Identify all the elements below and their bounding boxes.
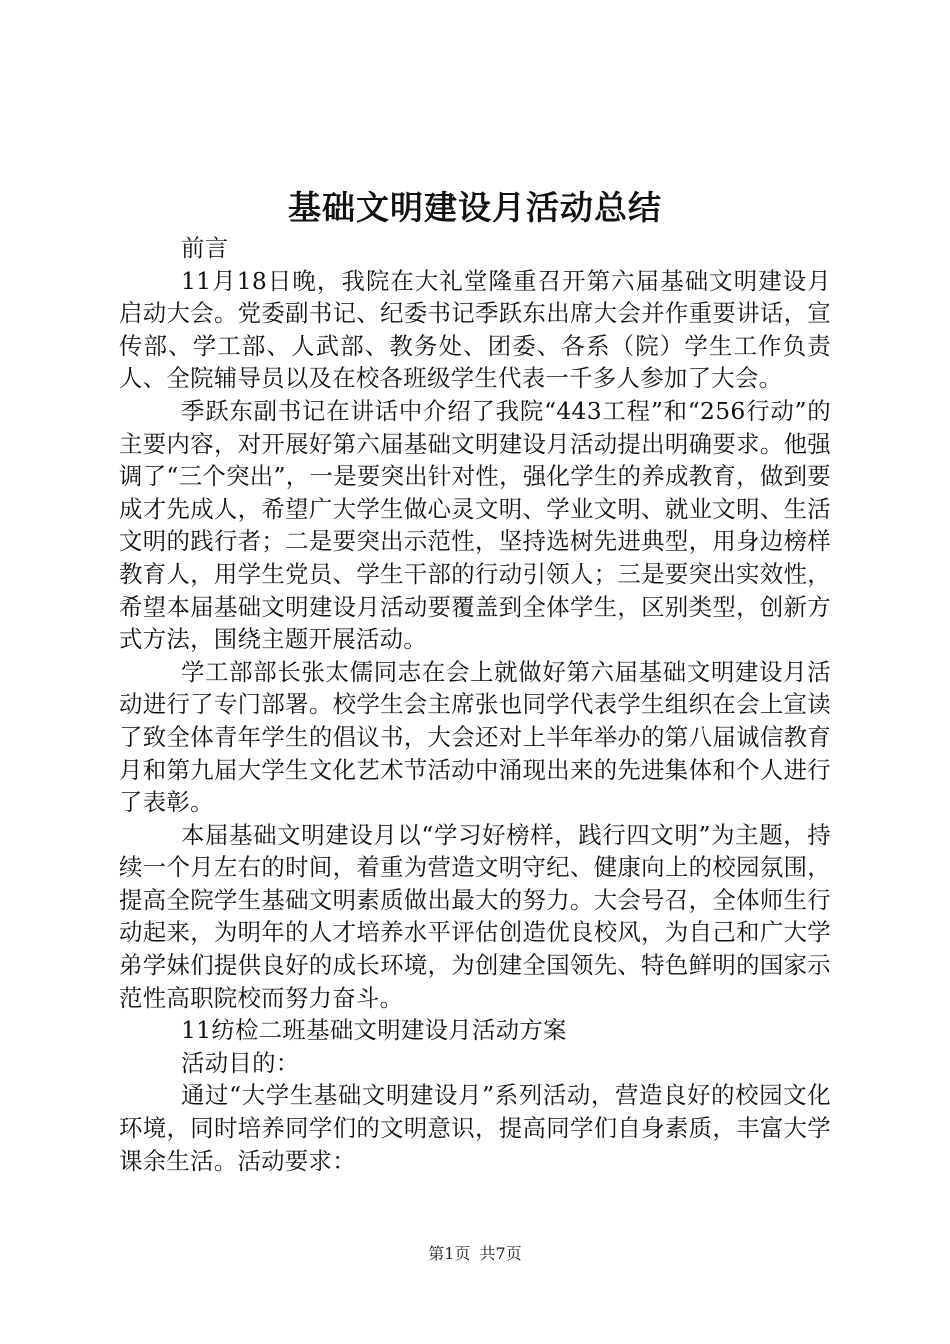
paragraph-theme: 本届基础文明建设月以“学习好榜样，践行四文明”为主题，持续一个月左右的时间，着重为营造文明守纪、健康向上的校园氛围，提高全院学生基础文明素质做出最大的努力。大会号召，全体师生行动起来，为明年的人才培养水平评估创造优良校风，为自己和广大学弟学妹们提供良好的成长环境，为创建全国领先、特色鲜明的国家示范性高职院校而努力奋斗。 — [119, 820, 831, 1012]
paragraph-preface-heading: 前言 — [181, 234, 229, 262]
paragraph-class-plan-heading: 11纺检二班基础文明建设月活动方案 — [181, 1016, 567, 1045]
document-title: 基础文明建设月活动总结 — [288, 188, 662, 227]
page-number: 第1页 — [428, 1244, 471, 1263]
page-footer — [0, 1244, 950, 1264]
page-total: 共7页 — [479, 1244, 522, 1263]
document-body — [119, 232, 831, 1177]
paragraph-speech: 季跃东副书记在讲话中介绍了我院“443工程”和“256行动”的主要内容，对开展好第六届基础文明建设月活动提出明确要求。他强调了“三个突出”，一是要突出针对性，强化学生的养成教育，做到要成才先成人，希望广大学生做心灵文明、学业文明、就业文明、生活文明的践行者；二是要突出示范性，坚持选树先进典型，用身边榜样教育人，用学生党员、学生干部的行动引领人；三是要突出实效性，希望本届基础文明建设月活动要覆盖到全体学生，区别类型，创新方式方法，围绕主题开展活动。 — [119, 396, 831, 654]
paragraph-purpose-heading: 活动目的： — [181, 1048, 300, 1077]
paragraph-launch-meeting: 11月18日晚，我院在大礼堂隆重召开第六届基础文明建设月启动大会。党委副书记、纪委书记季跃东出席大会并作重要讲话，宣传部、学工部、人武部、教务处、团委、各系（院）学生工作负责人、全院辅导员以及在校各班级学生代表一千多人参加了大会。 — [119, 266, 831, 393]
paragraph-purpose: 通过“大学生基础文明建设月”系列活动，营造良好的校园文化环境，同时培养同学们的文明意识，提高同学们自身素质，丰富大学课余生活。活动要求： — [119, 1081, 831, 1175]
paragraph-deployment: 学工部部长张太儒同志在会上就做好第六届基础文明建设月活动进行了专门部署。校学生会主席张也同学代表学生组织在会上宣读了致全体青年学生的倡议书，大会还对上半年举办的第八届诚信教育月和第九届大学生文化艺术节活动中涌现出来的先进集体和个人进行了表彰。 — [119, 657, 831, 817]
